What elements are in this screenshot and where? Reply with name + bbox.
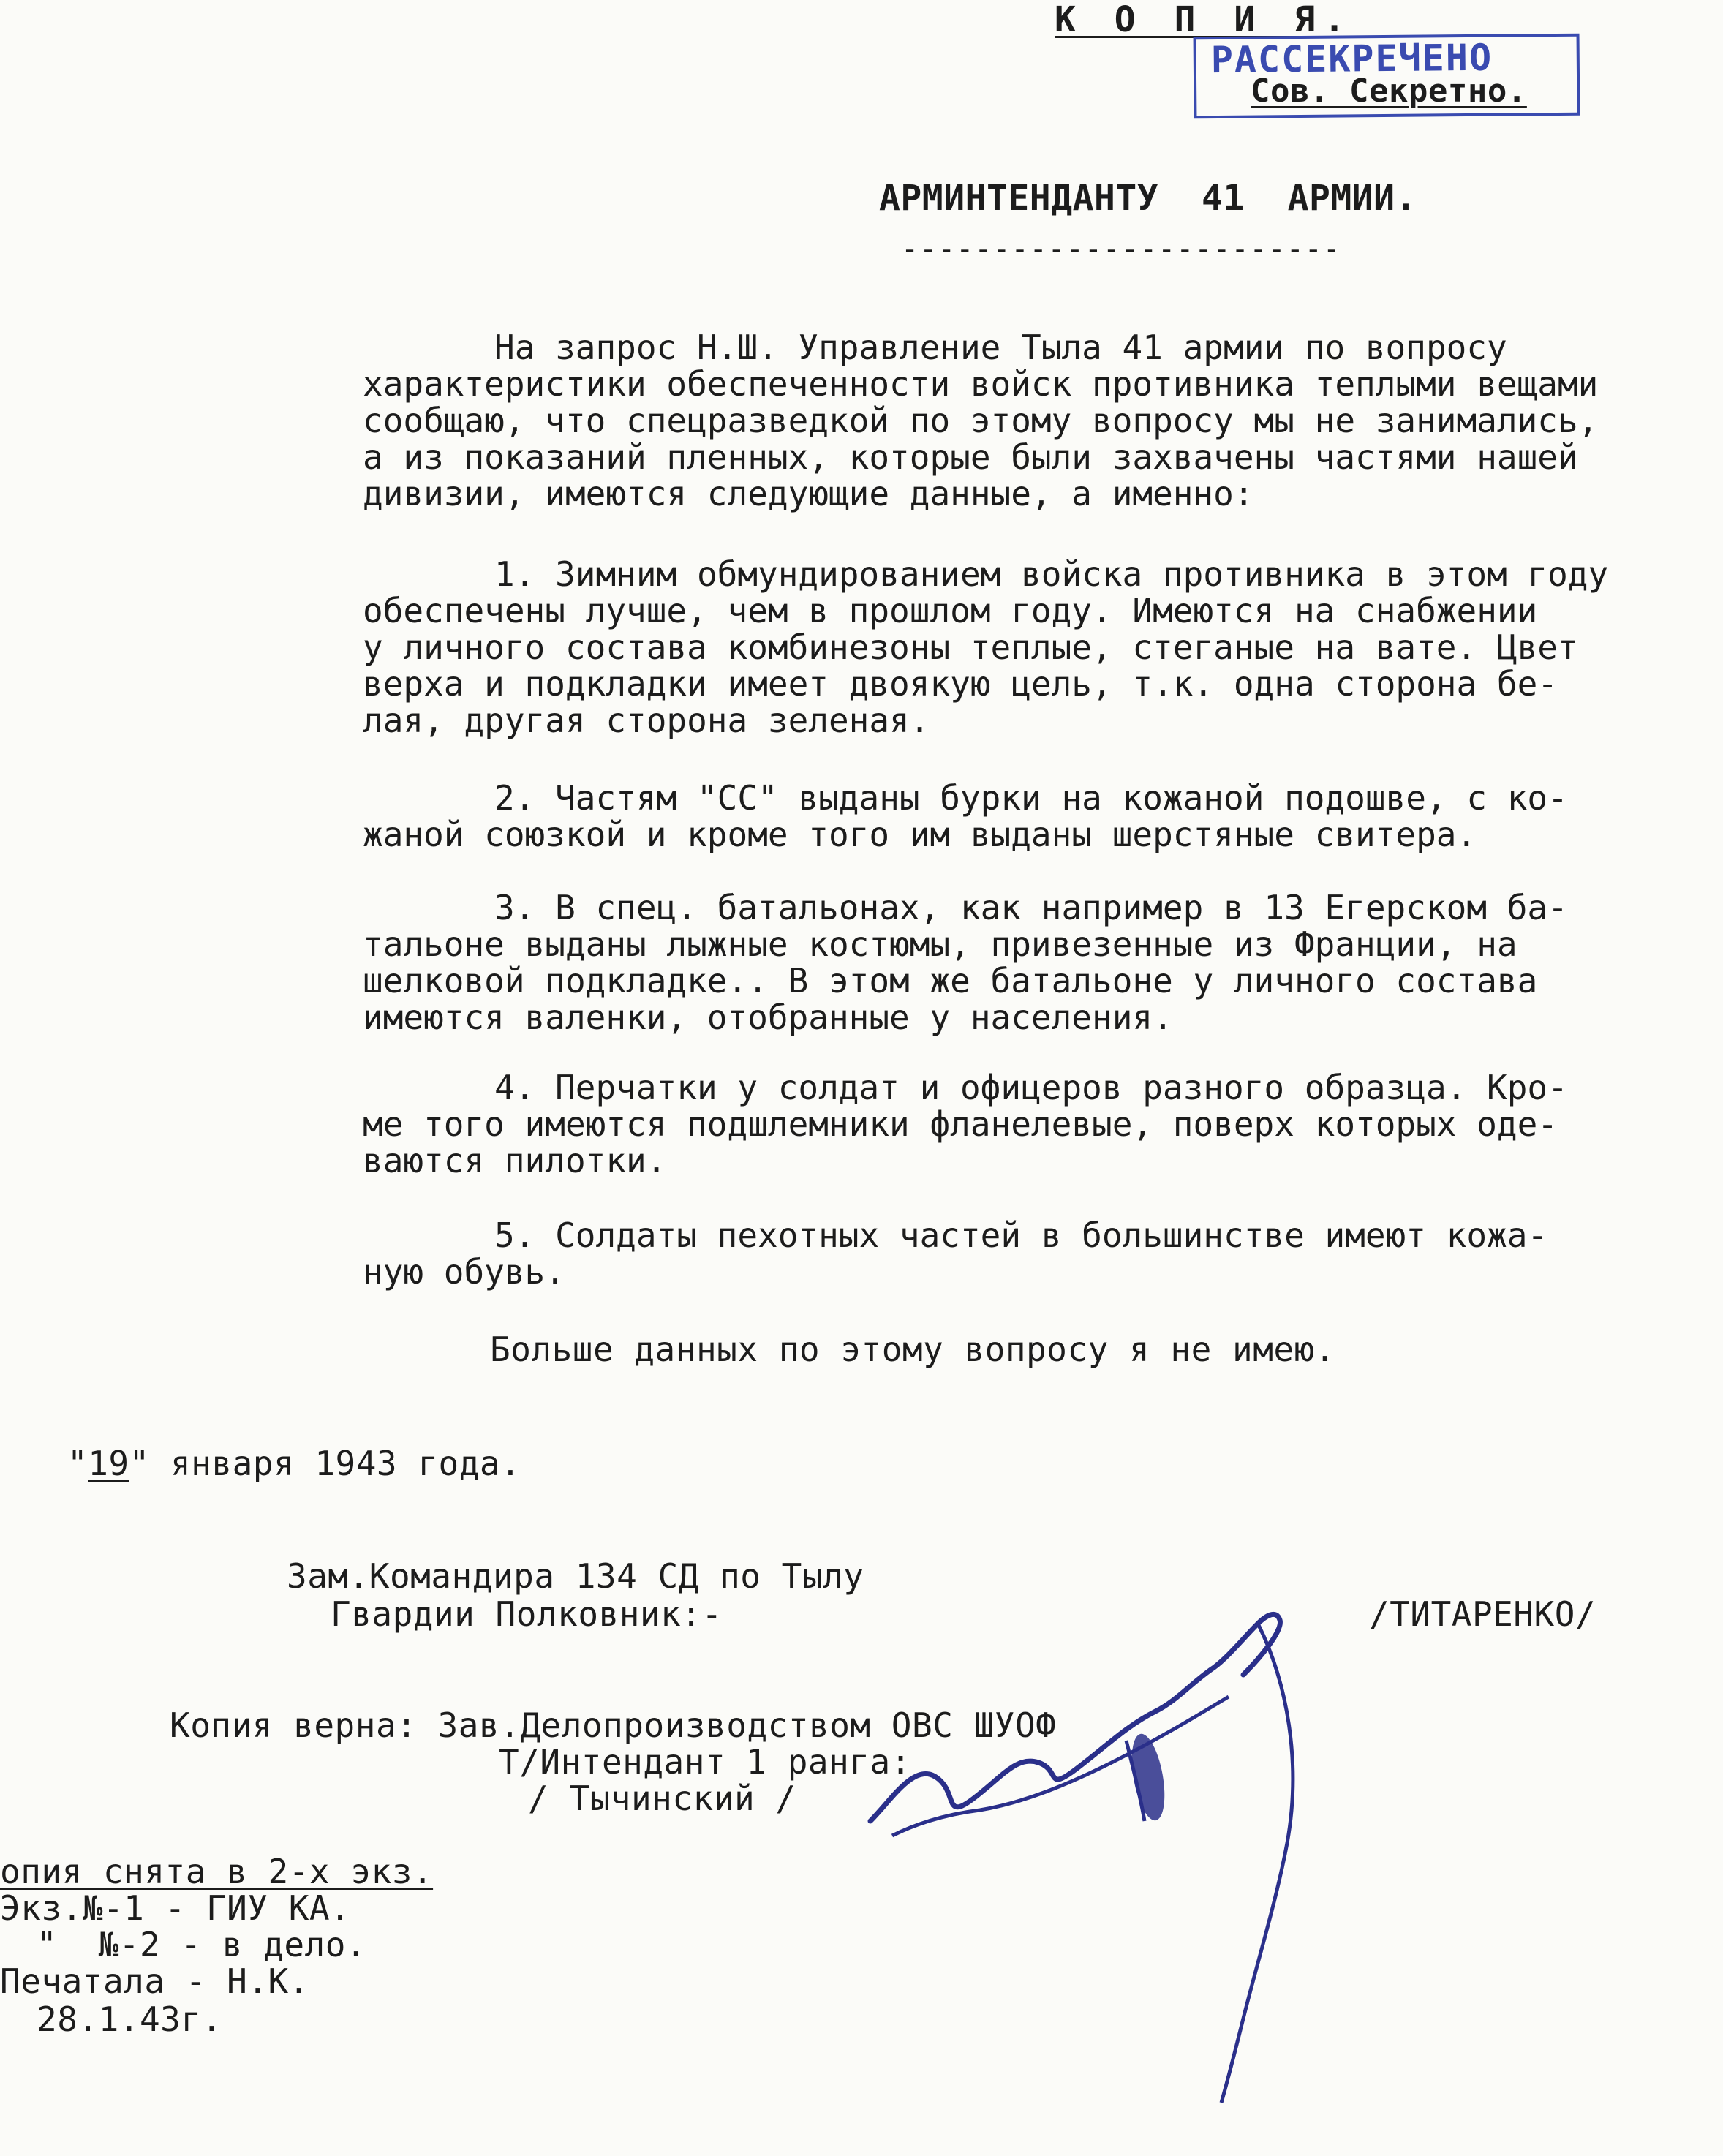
copy-certified-line: Копия верна: Зав.Делопроизводством ОВС ШУОФ (170, 1705, 1057, 1745)
date-line: "19" января 1943 года. (67, 1444, 521, 1483)
footer-copy-1: Экз.№-1 - ГИУ КА. (0, 1888, 351, 1928)
addressee-underline: ------------------------ (901, 233, 1341, 266)
certifier-rank: Т/Интендант 1 ранга: (499, 1742, 911, 1782)
signer-rank: Гвардии Полковник:- (331, 1594, 723, 1634)
item-1: 1. Зимним обмундированием войска противника в этом году обеспечены лучше, чем в прошлом году. Имеются на снабжении у личного состава комбинезоны теплые, стеганые на вате. Цвет верха и подкладки имеет двоякую цель, т.к. одна сторона бе- лая, другая сторона зеленая. (363, 554, 1609, 740)
footer-typed-by: Печатала - Н.К. (0, 1961, 309, 2001)
item-2: 2. Частям "СС" выданы бурки на кожаной подошве, с ко- жаной союзкой и кроме того им выданы шерстяные свитера. (363, 778, 1568, 854)
item-5: 5. Солдаты пехотных частей в большинстве имеют кожа- ную обувь. (363, 1215, 1548, 1292)
addressee: АРМИНТЕНДАНТУ 41 АРМИИ. (879, 178, 1417, 219)
date-day: 19 (88, 1444, 129, 1483)
item-3: 3. В спец. батальонах, как например в 13 Егерском ба- тальоне выданы лыжные костюмы, привезенные из Франции, на шелковой подкладке.. В этом же батальоне у личного состава имеются валенки, отобранные у населения. (363, 888, 1568, 1037)
secrecy-mark: Сов. Секретно. (1251, 72, 1527, 110)
intro-paragraph: На запрос Н.Ш. Управление Тыла 41 армии по вопросу характеристики обеспеченности войск противника теплыми вещами сообщаю, что спецразведкой по этому вопросу мы не занимались, а из показаний пленных, которые были захвачены частями нашей дивизии, имеются следующие данные, а именно: (363, 328, 1599, 513)
closing-line: Больше данных по этому вопросу я не имею. (490, 1330, 1335, 1369)
signer-position: Зам.Командира 134 СД по Тылу (287, 1556, 864, 1596)
handwritten-signature (848, 1580, 1360, 2106)
certifier-name: / Тычинский / (528, 1779, 796, 1818)
copy-label: К О П И Я. (1055, 0, 1354, 40)
footer-date: 28.1.43г. (37, 1999, 222, 2039)
footer-copy-2: " №-2 - в дело. (37, 1925, 367, 1964)
footer-copies: опия снята в 2-х экз. (0, 1852, 434, 1891)
item-4: 4. Перчатки у солдат и офицеров разного образца. Кро- ме того имеются подшлемники фланелевые, поверх которых оде- ваются пилотки. (363, 1068, 1568, 1180)
stamp-text: РАССЕКРЕЧЕНО (1210, 36, 1493, 82)
signer-name: /ТИТАРЕНКО/ (1369, 1594, 1596, 1634)
